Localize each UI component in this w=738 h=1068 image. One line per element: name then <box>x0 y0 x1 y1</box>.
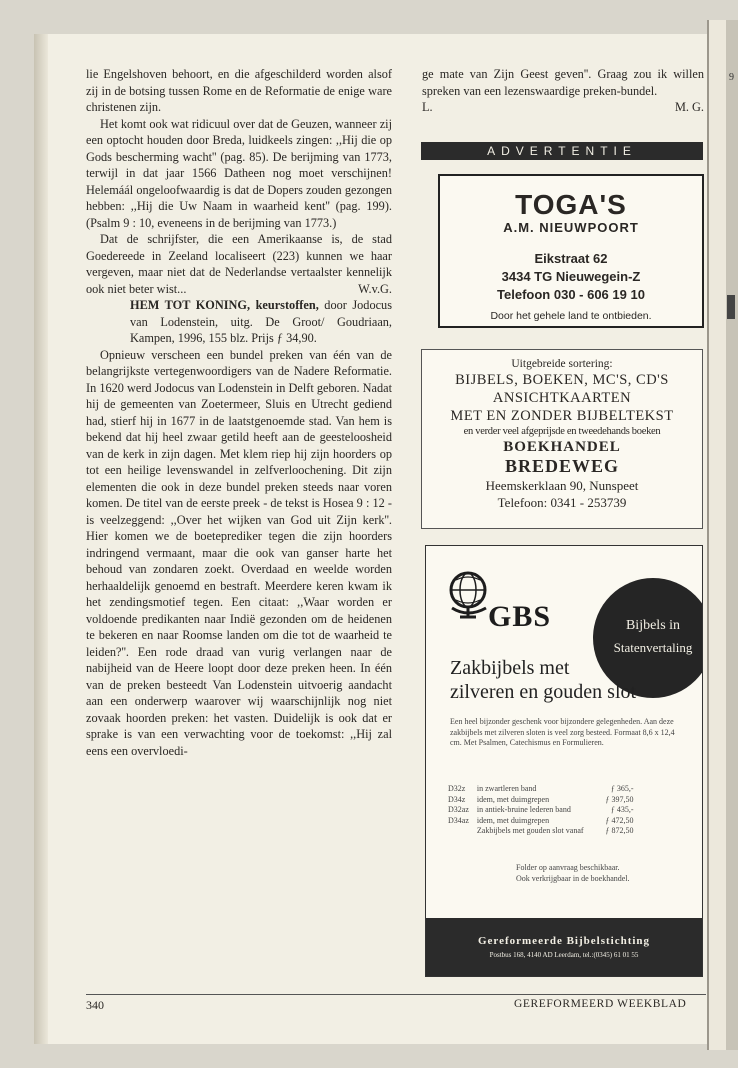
toga-phone: Telefoon 030 - 606 19 10 <box>497 287 645 302</box>
item-desc: idem, met duimgrepen <box>476 794 550 804</box>
journal-name: GEREFORMEERD WEEKBLAD <box>514 998 687 1010</box>
book-title: HEM TOT KONING, keurstoffen, <box>130 298 319 312</box>
gbs-headline <box>450 656 636 704</box>
gbs-advertisement <box>425 545 703 977</box>
gbs-footer <box>426 918 702 976</box>
item-price: ƒ 435,- <box>610 805 634 814</box>
gbs-footer-address: Postbus 168, 4140 AD Leerdam, tel.:(0345) 61 01 55 <box>489 951 639 959</box>
signature-wvg: W.v.G. <box>358 281 392 296</box>
toga-city: 3434 TG Nieuwegein-Z <box>501 269 641 284</box>
item-price: ƒ 872,50 <box>605 826 634 835</box>
gbs-headline1: Zakbijbels met <box>450 657 570 679</box>
badge-line1: Bijbels in <box>625 618 681 633</box>
item-desc: in zwartleren band <box>476 784 537 793</box>
gbs-headline2: zilveren en gouden slot <box>450 681 637 703</box>
item-code: D34az <box>448 815 469 825</box>
table-row <box>448 805 634 816</box>
bredeweg-line2: ANSICHTKAARTEN <box>492 390 632 406</box>
item-code: D34z <box>448 794 466 804</box>
table-row <box>448 816 634 827</box>
bredeweg-line4: en verder veel afgeprijsde en tweedehands boeken <box>463 426 661 437</box>
advertentie-header: ADVERTENTIE <box>421 142 703 160</box>
next-page-edge-shadow <box>726 20 738 1050</box>
toga-name: TOGA'S <box>515 189 627 220</box>
bredeweg-phone: Telefoon: 0341 - 253739 <box>497 495 627 510</box>
gbs-note1: Folder op aanvraag beschikbaar. <box>516 863 620 872</box>
item-price: ƒ 472,50 <box>605 815 634 825</box>
item-code <box>448 826 477 837</box>
left-column <box>86 66 392 759</box>
item-desc: in antiek-bruine lederen band <box>476 805 571 814</box>
gbs-footer-name: Gereformeerde Bijbelstichting <box>477 935 651 947</box>
table-row <box>448 784 634 795</box>
book-details: door Jodocus van Lodenstein, uitg. De Groot/ Goudriaan, Kampen, 1996, 155 blz. Prijs ƒ 34,90. <box>130 298 392 345</box>
edge-bar <box>727 295 735 319</box>
gbs-description: Een heel bijzonder geschenk voor bijzondere gelegenheden. Aan deze zakbijbels met zilveren sloten is veel zorg besteed. Formaat 8,6 x 12,4 cm. Met Psalmen, Catechismus en Formulieren. <box>450 717 675 747</box>
item-price: ƒ 397,50 <box>605 794 634 804</box>
toga-owner: A.M. NIEUWPOORT <box>503 220 639 235</box>
badge-line2: Statenvertaling <box>613 640 693 655</box>
paragraph: Het komt ook wat ridicuul over dat de Geuzen, wanneer zij een optocht houden door Breda, luidkeels zingen: ,,Hij die op Gods bescherming wacht'' (pag. 85). De berijming van 1773, terwijl in dat jaar 1566 Datheen nog moet verschijnen! Helemáál ongeloofwaardig is dat de Dopers zouden gezongen hebben: ,,Hij die Uw Naam in waarheid kent'' (pag. 199). (Psalm 9 : 10, eveneens in de berijming van 1773.) <box>86 116 392 230</box>
toga-street: Eikstraat 62 <box>534 251 608 266</box>
edge-page-mark: 9 <box>729 72 734 83</box>
page-number: 340 <box>86 998 104 1012</box>
signature-row <box>422 99 704 116</box>
item-code: D32z <box>448 784 466 793</box>
bredeweg-line3: MET EN ZONDER BIJBELTEKST <box>450 408 674 424</box>
signature-l: L. <box>422 100 433 114</box>
gbs-logo: GBS <box>488 600 552 633</box>
paragraph: lie Engelshoven behoort, en die afgeschilderd worden alsof zij in de botsing tussen Rome en de Reformatie de enige ware christenen zijn. <box>86 67 392 114</box>
bredeweg-advertisement <box>421 349 703 529</box>
bredeweg-intro: Uitgebreide sortering: <box>511 358 613 370</box>
gbs-price-table <box>448 784 634 837</box>
item-desc: Zakbijbels met gouden slot vanaf <box>476 826 584 835</box>
gbs-notes <box>516 863 630 884</box>
bredeweg-shop1: BOEKHANDEL <box>503 439 621 455</box>
book-review-heading <box>86 297 392 347</box>
table-row <box>448 826 634 837</box>
toga-tagline: Door het gehele land te ontbieden. <box>490 310 652 322</box>
toga-advertisement <box>438 174 704 328</box>
item-price: ƒ 365,- <box>610 784 634 793</box>
page-spine <box>34 34 48 1044</box>
paragraph: ge mate van Zijn Geest geven''. Graag zou ik willen spreken van een lezenswaardige preken-bundel. <box>422 67 704 98</box>
bredeweg-line1: BIJBELS, BOEKEN, MC'S, CD'S <box>455 372 669 388</box>
bredeweg-address: Heemskerklaan 90, Nunspeet <box>485 478 639 493</box>
table-row <box>448 795 634 806</box>
bredeweg-shop2: BREDEWEG <box>504 456 620 476</box>
item-desc: idem, met duimgrepen <box>476 815 550 825</box>
right-column <box>422 66 704 116</box>
gbs-note2: Ook verkrijgbaar in de boekhandel. <box>516 873 630 883</box>
item-code: D32az <box>448 805 469 814</box>
paragraph-text: Dat de schrijfster, die een Amerikaanse is, de stad Goedereede in Zeeland localiseert (223) kunnen we haar vergeven, maar niet dat de Nederlandse vertaalster kennelijk ook niet beter wist... <box>86 232 392 296</box>
paragraph: Opnieuw verscheen een bundel preken van één van de belangrijkste vertegenwoordigers van de Nadere Reformatie. In 1620 werd Jodocus van Lodenstein in Delft geboren. Nadat hij de gemeenten van Zoetermeer, Sluis en Utrecht gediend had, stierf hij in 1677 in de laatstgenoemde stad. Van hem is bekend dat hij heel zwaar getild heeft aan de geesteloosheid van de kerk in zijn dagen. Met klem riep hij zijn hoorders op tot een heilige levenswandel in zelfverloochening. Dit zijn elementen die ook in deze bundel preken steeds naar voren komen. De titel van de eerste preek - de tekst is Hosea 9 : 12 - is veelzeggend: ,,Over het wijken van God uit Zijn kerk''. Hier komen we de boeteprediker tegen die zijn hoorders indringend vermaant, maar die ook van ganser harte het behoud van zondaren zoekt. Overdaad en weelde worden herhaaldelijk genoemd en bestraft. Meerdere keren kwam ik het zendingsmotief tegen. Een citaat: ,,Waar worden er voldoende predikanten naar Indië gezonden om de heidenen te bekeren en naar Roomse landen om die tot de waarheid te leiden?''. Een rode draad van vurig verlangen naar de nabijheid van de Heere loopt door deze preken heen. In één van de preken besteedt Van Lodenstein uitvoerig aandacht aan een onderwerp waarover wij waarschijnlijk nog niet zovaak hoorden preken: het vasten. Duidelijk is ook dat er sprake is van een verwachting voor de toekomst: ,,Hij zal eens een overvloedi- <box>86 347 392 758</box>
globe-icon <box>446 568 492 620</box>
signature-mg: M. G. <box>674 100 704 114</box>
footer-rule <box>86 994 706 995</box>
